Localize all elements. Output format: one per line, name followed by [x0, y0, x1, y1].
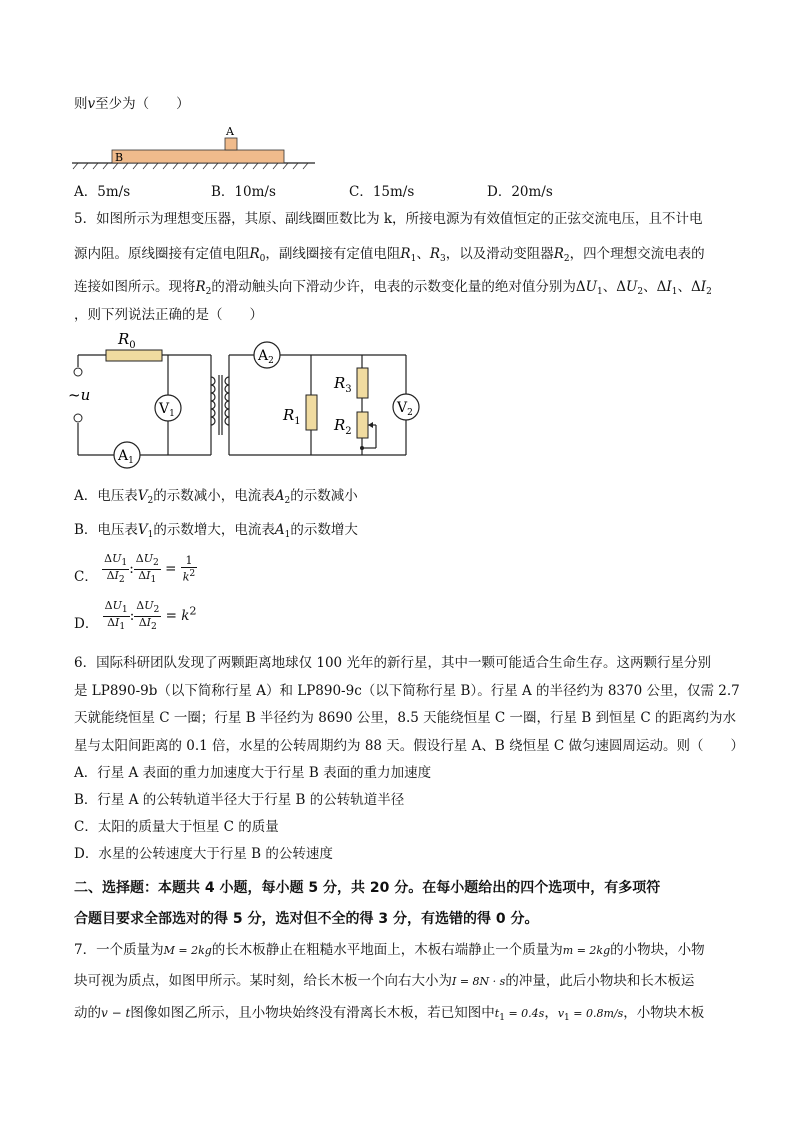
r2-rheostat [357, 412, 368, 438]
q4-stem-end: 至少为（ ） [95, 96, 190, 112]
r0-label: R [118, 330, 130, 348]
q5-opt-a-2: 的示数减小，电流表 [153, 488, 275, 504]
svg-text:R1 [282, 406, 301, 427]
q5-circuit-diagram [66, 330, 426, 475]
q5-line-1: 5．如图所示为理想变压器，其原、副线圈匝数比为 k，所接电源为有效值恒定的正弦交流电压，且不计电 [74, 211, 703, 227]
q6-option-d: D．水星的公转速度大于行星 B 的公转速度 [74, 846, 333, 862]
q7-l1-b: 的长木板静止在粗糙水平地面上，木板右端静止一个质量为 [211, 942, 563, 958]
r1-resistor [306, 395, 317, 430]
q5-opt-b-1: B．电压表 [74, 522, 138, 538]
q5-opt-a-3: 的示数减小 [290, 488, 358, 504]
block-a [225, 138, 237, 150]
q6-line-3: 天就能绕恒星 C 一圈；行星 B 半径约为 8690 公里，8.5 天能绕恒星 C 一圈，行星 B 到恒星 C 的距离约为水 [74, 710, 736, 726]
svg-text:R2 [333, 416, 352, 437]
q7-line-2 [74, 972, 694, 991]
q7-l1-c: 的小物块，小物 [610, 942, 705, 958]
q4-stem-prefix: 则 [74, 96, 88, 112]
a2-sub: 2 [268, 356, 274, 366]
a1-label: A [118, 448, 129, 464]
q5-opt-c-label: C． [74, 569, 98, 586]
q4-figure [70, 120, 320, 172]
q5-l3-a: 连接如图所示。现将 [74, 279, 196, 295]
r0-resistor [106, 350, 162, 361]
q7-line-3: 动的v − t图像如图乙所示，且小物块始终没有滑离长木板，若已知图中$t_1 = 0.4s$，$v_1 = 0.8m/s$，小物块木板 [74, 1005, 705, 1023]
q5-option-c: C． $\frac{\Delta U_1}{\Delta I_2}$ : $\frac{\Delta U_2}{\Delta I_1}$ = $\frac{1}{k^2}$ [74, 552, 196, 586]
q7-l3-b: 图像如图乙所示，且小物块始终没有滑离长木板，若已知图中 [130, 1005, 495, 1021]
q7-v1: v [557, 1007, 565, 1020]
label-b: B [115, 151, 124, 164]
q5-l3-b: 的滑动触头向下滑动少许，电表的示数变化量的绝对值分别为 [211, 279, 576, 295]
q7-vt: v − t [101, 1006, 131, 1020]
q7-t1-val: = 0.4s [504, 1007, 545, 1020]
q7-line-1 [74, 941, 705, 960]
board-b [112, 150, 284, 163]
q4-option-d: D．20m/s [487, 184, 553, 200]
q6-line-4: 星与太阳间距离的 0.1 倍，水星的公转周期约为 88 天。假设行星 A、B 绕恒星 C 做匀速圆周运动。则（ ） [74, 738, 744, 754]
q5-line-3: 连接如图所示。现将$R_2$的滑动触头向下滑动少许，电表的示数变化量的绝对值分别为$\Delta U_1$、$\Delta U_2$、$\Delta I_1$、$\Delta I_2$ [74, 279, 712, 297]
v1-sub: 1 [169, 409, 175, 419]
q6-line-2: 是 LP890-9b（以下简称行星 A）和 LP890-9c（以下简称行星 B）。行星 A 的半径约为 8370 公里，仅需 2.7 [74, 683, 740, 699]
r0-sub: 0 [129, 340, 136, 351]
v2-label: V [397, 400, 408, 416]
q7-v1-val: = 0.8m/s [569, 1007, 624, 1020]
q7-l2-b: 的冲量，此后小物块和长木板运 [505, 973, 695, 989]
a1-sub: 1 [128, 456, 134, 466]
q5-l2-b: ，副线圈接有定值电阻 [265, 246, 401, 262]
q7-l3-a: 动的 [74, 1005, 101, 1021]
v2-sub: 2 [407, 408, 413, 418]
r1-label: R [283, 406, 295, 424]
q4-option-c: C．15m/s [349, 184, 415, 200]
q7-mass-board: M = 2kg [163, 944, 212, 957]
q5-l2-c: ，以及滑动变阻器 [445, 246, 554, 262]
q7-mass-block: m = 2kg [562, 944, 611, 957]
q5-l2-d: ，四个理想交流电表的 [569, 246, 705, 262]
q5-opt-b-3: 的示数增大 [290, 522, 358, 538]
r2-label: R [334, 416, 346, 434]
r1-sub: 1 [294, 416, 301, 427]
q5-opt-b-2: 的示数增大，电流表 [153, 522, 275, 538]
q5-l2-a: 源内阻。原线圈接有定值电阻 [74, 246, 250, 262]
q6-option-b: B．行星 A 的公转轨道半径大于行星 B 的公转轨道半径 [74, 792, 405, 808]
q6-option-a: A．行星 A 表面的重力加速度大于行星 B 表面的重力加速度 [74, 765, 432, 781]
q7-l1-a: 7．一个质量为 [74, 942, 164, 958]
q6-option-c: C．太阳的质量大于恒星 C 的质量 [74, 819, 279, 835]
q7-impulse: I = 8N · s [452, 975, 506, 988]
r2-sub: 2 [345, 426, 352, 437]
q5-option-a: A．电压表$V_2$的示数减小，电流表$A_2$的示数减小 [74, 488, 358, 506]
q5-opt-d-label: D． [74, 616, 99, 633]
q7-t1: t [494, 1007, 500, 1020]
section-2-heading-1: 二、选择题：本题共 4 小题，每小题 5 分，共 20 分。在每小题给出的四个选项中，有多项符 [74, 880, 661, 896]
v1-label: V [159, 401, 170, 417]
section-2-heading-2: 合题目要求全部选对的得 5 分，选对但不全的得 3 分，有选错的得 0 分。 [74, 911, 539, 927]
q4-option-b: B．10m/s [211, 184, 276, 200]
q5-line-2: 源内阻。原线圈接有定值电阻$R_0$，副线圈接有定值电阻$R_1$、$R_3$，以及滑动变阻器$R_2$，四个理想交流电表的 [74, 246, 705, 264]
q4-option-a: A．5m/s [74, 184, 131, 200]
q5-opt-a-1: A．电压表 [74, 488, 138, 504]
q6-line-1: 6．国际科研团队发现了两颗距离地球仅 100 光年的新行星，其中一颗可能适合生命生存。这两颗行星分别 [74, 655, 711, 671]
q7-v1-sub: 1 [564, 1013, 570, 1023]
svg-text:R0 [117, 330, 136, 351]
source-terminal-bottom [74, 414, 82, 422]
q7-l3-c: ，小物块木板 [623, 1005, 705, 1021]
q5-line-4: ，则下列说法正确的是（ ） [74, 307, 263, 323]
q7-l2-a: 块可视为质点，如图甲所示。某时刻，给长木板一个向右大小为 [74, 973, 452, 989]
q7-t1-sub: 1 [499, 1013, 505, 1023]
source-terminal-top [74, 368, 82, 376]
source-label: ~u [68, 386, 91, 404]
r3-label: R [334, 374, 346, 392]
r3-resistor [357, 368, 368, 398]
a2-label: A [258, 348, 269, 364]
q4-stem [74, 95, 190, 113]
q5-option-b: B．电压表$V_1$的示数增大，电流表$A_1$的示数增大 [74, 522, 358, 540]
label-a: A [226, 125, 234, 138]
r3-sub: 3 [345, 384, 352, 395]
svg-text:R3 [333, 374, 352, 395]
q4-v-symbol: v [87, 96, 96, 112]
q5-option-d: D． $\frac{\Delta U_1}{\Delta I_1}$ : $\frac{\Delta U_2}{\Delta I_2}$ = $k^2$ [74, 599, 197, 633]
